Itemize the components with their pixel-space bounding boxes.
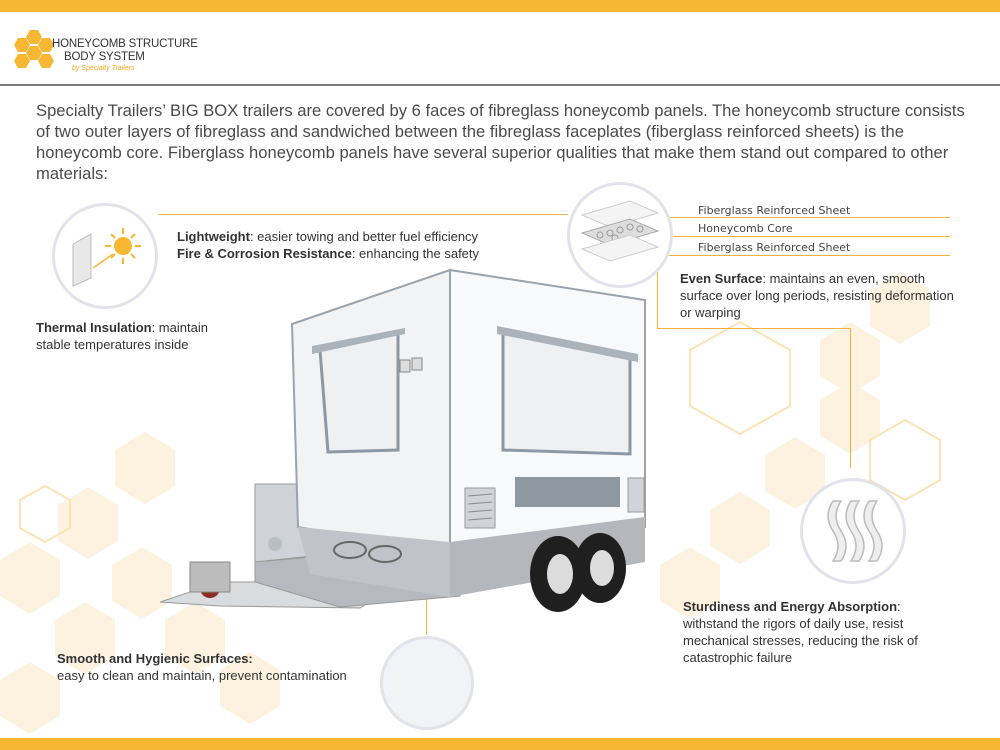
feature-smooth-title: Smooth and Hygienic Surfaces: [57, 651, 253, 666]
feature-lightweight [177, 228, 478, 245]
connector-line [657, 328, 850, 329]
wave-core-icon [803, 481, 903, 581]
feature-smooth-text: easy to clean and maintain, prevent contamination [57, 668, 347, 683]
sturdiness-circle [800, 478, 906, 584]
feature-lightweight-title: Lightweight [177, 229, 250, 244]
feature-fire-text: : enhancing the safety [351, 246, 480, 261]
feature-lightweight-text: : easier towing and better fuel efficiency [249, 229, 479, 244]
smooth-surface-circle [380, 636, 474, 730]
thermal-insulation-circle [52, 203, 158, 309]
feature-even-title: Even Surface [680, 271, 763, 286]
feature-smooth [57, 650, 387, 684]
logo-title-line2: BODY SYSTEM [64, 51, 145, 63]
trailer-illustration [160, 262, 660, 617]
header-divider [0, 84, 1000, 86]
logo-byline: by Specialty Trailers [72, 65, 135, 72]
feature-sturdy-title: Sturdiness and Energy Absorption [683, 599, 898, 614]
feature-thermal [36, 319, 236, 353]
layer-label-top: Fiberglass Reinforced Sheet [698, 204, 851, 217]
logo-title-line1: HONEYCOMB STRUCTURE [52, 38, 198, 50]
bottom-accent-bar [0, 738, 1000, 750]
layer-label-core: Honeycomb Core [698, 222, 793, 235]
feature-thermal-title: Thermal Insulation [36, 320, 152, 335]
connector-line [158, 214, 568, 215]
feature-sturdy-text: : withstand the rigors of daily use, resist mechanical stresses, reducing the risk of catastrophic failure [683, 599, 918, 665]
connector-line [850, 328, 851, 468]
layer-label-bottom: Fiberglass Reinforced Sheet [698, 241, 851, 254]
intro-paragraph: Specialty Trailers’ BIG BOX trailers are covered by 6 faces of fibreglass honeycomb panels. The honeycomb structure consists of two outer layers of fibreglass and sandwiched between the fibreglass faceplates (fiberglass reinforced sheets) is the honeycomb core. Fiberglass honeycomb panels have several superior qualities that make them stand out compared to other materials: [36, 101, 965, 183]
sun-panel-icon [55, 206, 155, 306]
feature-even-text: : maintains an even, smooth surface over long periods, resisting deformation or warping [680, 271, 954, 320]
feature-fire [177, 245, 479, 262]
feature-fire-title: Fire & Corrosion Resistance [177, 246, 352, 261]
feature-sturdiness [683, 598, 948, 666]
top-accent-bar [0, 0, 1000, 12]
feature-thermal-text: : maintain stable temperatures inside [36, 320, 208, 352]
feature-even-surface [680, 270, 955, 321]
